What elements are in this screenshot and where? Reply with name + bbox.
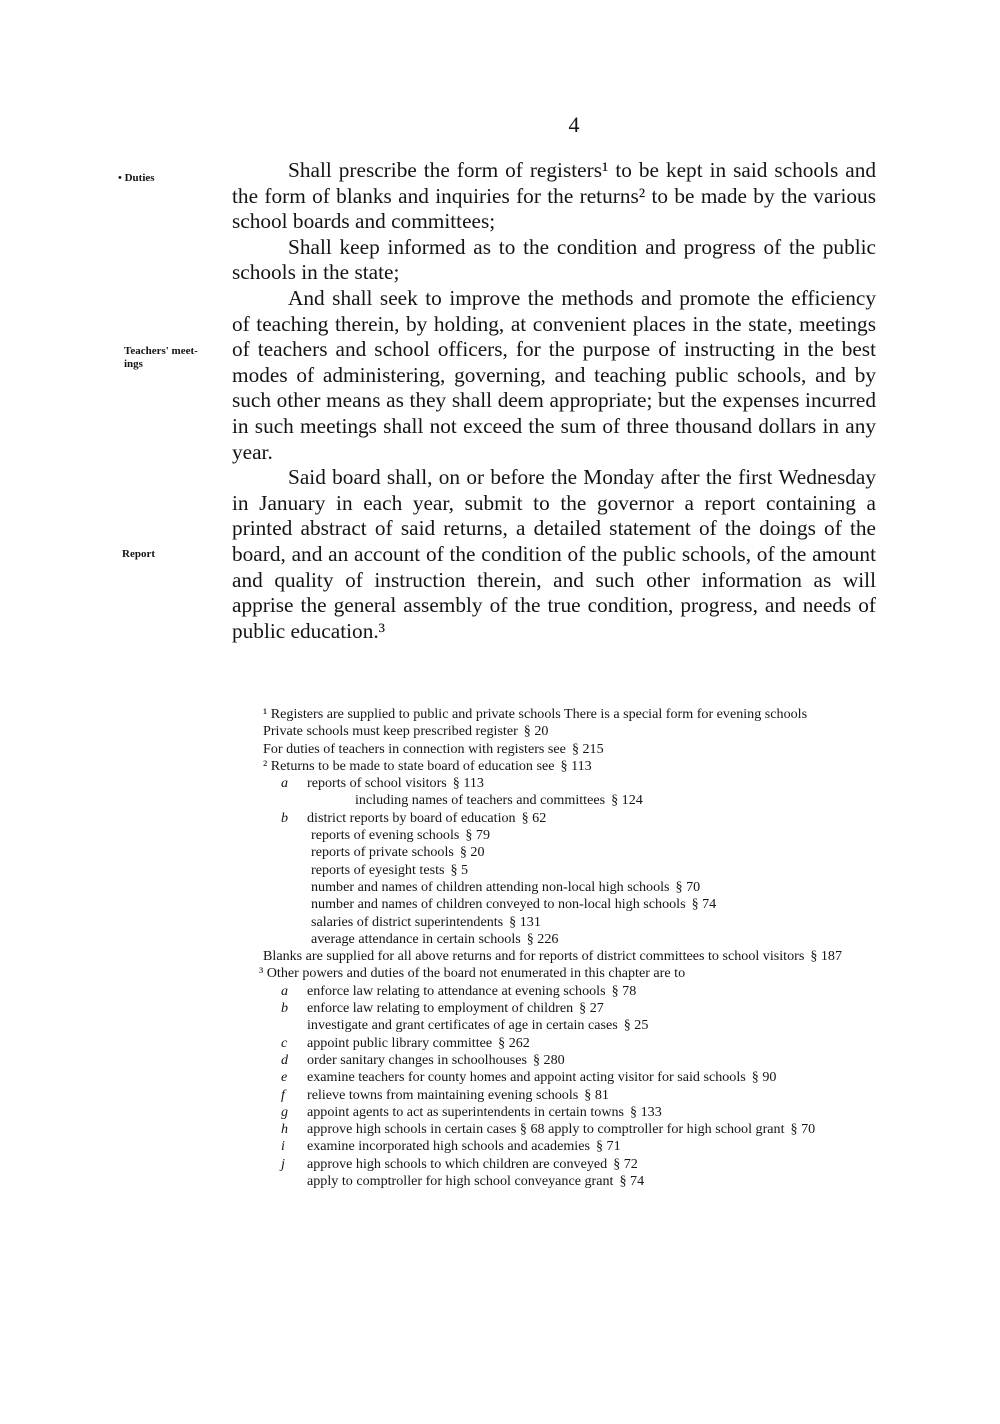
footnote-3-item [215,1069,875,1086]
section-ref: § 187 [810,948,843,965]
item-label: c [281,1034,288,1051]
paragraph-teachers-meetings: And shall seek to improve the methods and promote the efficiency of teaching therein, by holding, at convenient places in the state, meetings of teachers and school officers, for the purpose of instructing in the best modes of administering, governing, and teaching public schools, and by such other means as they shall deem appropriate; but the expenses incurred in such meetings shall not exceed the sum of three thousand dollars in any year. [232,285,876,464]
item-label: f [281,1086,285,1103]
section-ref: § 113 [560,757,592,774]
item-label: d [281,1051,289,1068]
section-ref: § 262 [498,1034,530,1051]
footnote-3-item [215,1173,875,1190]
item-text: appoint public library committee [307,1034,493,1051]
section-ref: § 131 [509,913,541,930]
footnote-2-item-a-sub [215,792,875,809]
section-ref: § 215 [571,740,604,757]
footnote-2-b-items [215,827,875,948]
footnote-2-intro [215,758,875,775]
item-label: e [281,1069,288,1086]
footnote-2-b-item [215,931,875,948]
section-ref: § 226 [526,930,559,947]
section-ref: § 20 [459,844,485,861]
page-number: 4 [568,112,580,137]
footnote-3-items [215,983,875,1191]
section-ref: § 70 [790,1121,816,1138]
footnote-2-intro-text: ² Returns to be made to state board of education see [263,757,555,774]
section-ref: § 113 [452,775,484,792]
footnote-2-item-b [215,810,875,827]
main-text [232,158,876,644]
item-text: approve high schools in certain cases § 68 apply to comptroller for high school grant [307,1121,785,1138]
margin-note-teachers-meetings [124,345,198,371]
paragraph-keep-informed: Shall keep informed as to the condition and progress of the public schools in the state; [232,234,876,285]
footnote-2-b-item [215,862,875,879]
footnote-1-intro-text: ¹ Registers are supplied to public and private schools There is a special form for evening schools [263,706,808,722]
footnote-2-item-a [215,775,875,792]
footnote-2-b-item [215,827,875,844]
footnote-2-b-item [215,914,875,931]
item-text: apply to comptroller for high school conveyance grant [307,1173,614,1190]
section-ref: § 90 [751,1069,777,1086]
footnote-2-b-item [215,896,875,913]
section-ref: § 20 [523,723,549,740]
item-text: enforce law relating to employment of children [307,1000,574,1017]
item-label: g [281,1103,289,1120]
item-text: reports of eyesight tests [311,861,445,878]
item-text: enforce law relating to attendance at evening schools [307,982,606,999]
footnote-2-b-item [215,879,875,896]
footnote-3-item [215,1104,875,1121]
section-ref: § 74 [619,1173,645,1190]
footnote-3-item [215,1052,875,1069]
footnote-blanks [215,948,875,965]
item-label: a [281,982,289,999]
footnote-1-teachers [215,741,875,758]
footnotes [215,706,875,1190]
item-label: a [281,775,289,792]
footnote-3-item [215,1035,875,1052]
paragraph-report: Said board shall, on or before the Monday after the first Wednesday in January in each year, submit to the governor a report containing a printed abstract of said returns, a detailed statement of the doings of the board, and an account of the condition of the public schools, of the amount and quality of instruction therein, and such other information as will apprise the general assembly of the true condition, progress, and needs of public education.³ [232,465,876,643]
section-ref: § 25 [623,1017,649,1034]
paragraph-registers: Shall prescribe the form of registers¹ to be kept in said schools and the form of blanks and inquiries for the returns² to be made by the various school boards and committees; [232,158,876,234]
item-text: reports of private schools [311,844,454,861]
section-ref: § 62 [521,809,547,826]
footnote-1-intro [215,706,875,723]
footnote-3-item [215,1138,875,1155]
footnote-3-item [215,1121,875,1138]
item-label: i [281,1138,285,1155]
item-text: examine teachers for county homes and appoint acting visitor for said schools [307,1069,746,1086]
item-text: order sanitary changes in schoolhouses [307,1051,527,1068]
item-text: reports of school visitors [307,775,447,792]
item-text: appoint agents to act as superintendents in certain towns [307,1103,625,1120]
footnote-3-item [215,1087,875,1104]
item-text: average attendance in certain schools [311,930,521,947]
item-text: salaries of district superintendents [311,913,504,930]
section-ref: § 27 [579,1000,604,1017]
item-text: investigate and grant certificates of age in certain cases [307,1017,618,1034]
section-ref: § 124 [611,792,643,809]
footnote-3-intro-text: ³ Other powers and duties of the board not enumerated in this chapter are to [259,965,686,982]
margin-note-duties: • Duties [118,172,155,184]
item-text: including names of teachers and committees [355,792,606,809]
item-text: number and names of children attending non-local high schools [311,878,670,895]
section-ref: § 70 [675,878,701,895]
item-text: examine incorporated high schools and academies [307,1138,590,1155]
section-ref: § 81 [584,1086,609,1103]
margin-note-teachers-line1: Teachers' meet- [124,345,198,357]
footnote-1-private [215,723,875,740]
footnote-3-item [215,1156,875,1173]
section-ref: § 78 [611,982,637,999]
section-ref: § 72 [613,1155,638,1172]
section-ref: § 74 [691,896,717,913]
section-ref: § 79 [465,827,491,844]
blanks-text: Blanks are supplied for all above returns and for reports of district committees to school visitors [263,948,805,965]
margin-note-report: Report [122,548,155,560]
footnote-3-item [215,983,875,1000]
item-label: b [281,809,289,826]
item-text: reports of evening schools [311,827,460,844]
section-ref: § 5 [450,861,469,878]
footnote-3-item [215,1017,875,1034]
footnote-3-item [215,1000,875,1017]
item-label: b [281,1000,289,1017]
footnote-2-b-item [215,844,875,861]
item-label: j [281,1155,285,1172]
footnote-3-intro [215,965,875,982]
margin-note-duties-text: Duties [124,172,155,184]
item-text: district reports by board of education [307,809,516,826]
section-ref: § 71 [595,1138,621,1155]
item-text: approve high schools to which children are conveyed [307,1155,608,1172]
footnote-1-private-text: Private schools must keep prescribed register [263,723,518,740]
section-ref: § 133 [630,1103,662,1120]
item-text: relieve towns from maintaining evening schools [307,1086,579,1103]
margin-note-teachers-line2: ings [124,358,143,370]
footnote-1-teachers-text: For duties of teachers in connection with registers see [263,740,566,757]
section-ref: § 280 [532,1051,565,1068]
item-label: h [281,1121,289,1138]
item-text: number and names of children conveyed to non-local high schools [311,896,686,913]
